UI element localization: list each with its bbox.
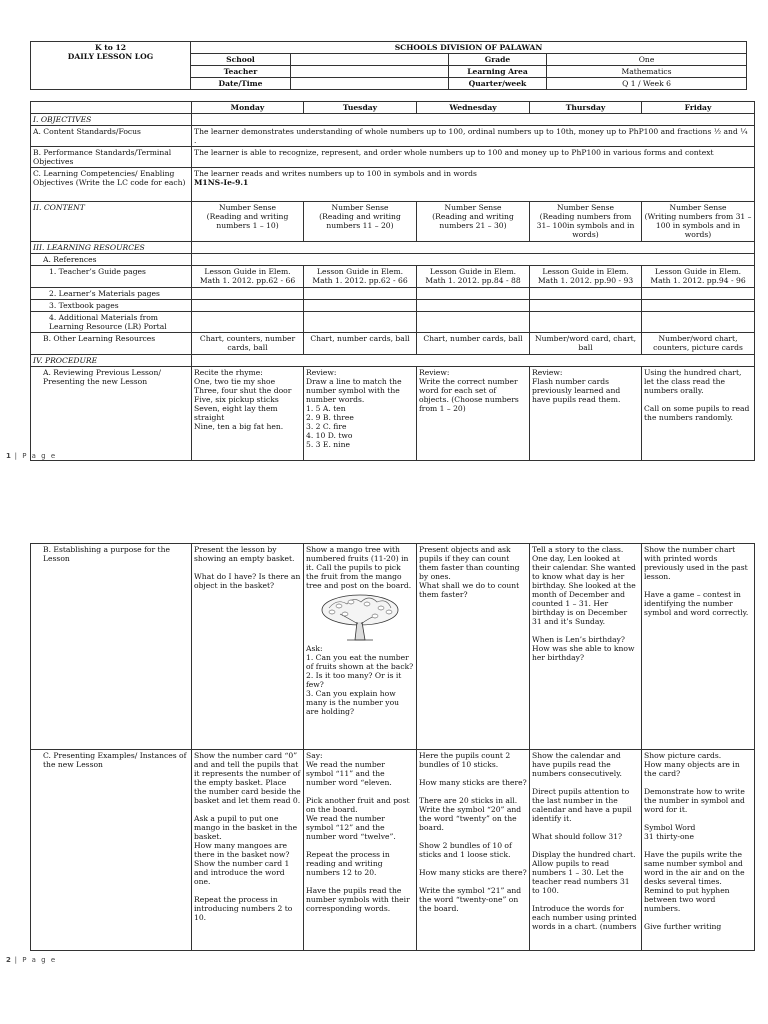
other-resources-label: B. Other Learning Resources [31,333,192,355]
content-label: II. CONTENT [31,202,192,242]
lm-tuesday [304,288,417,300]
content-tuesday: Number Sense (Reading and writing numbers 11 – 20) [304,202,417,242]
date-value [291,78,449,90]
quarter-label: Quarter/week [449,78,547,90]
procedure-blank [192,355,755,367]
competencies-cell [192,168,755,202]
k-label: K to 12 [94,43,127,52]
additional-monday [192,312,304,333]
page-word: P a g e [22,452,57,460]
references-label: A. References [31,254,192,266]
tg-friday: Lesson Guide in Elem. Math 1. 2012. pp.94 - 96 [642,266,755,288]
day-wednesday: Wednesday [417,102,530,114]
resources-blank [192,242,755,254]
lm-thursday [530,288,642,300]
division-name: SCHOOLS DIVISION OF PALAWAN [191,42,747,54]
additional-friday [642,312,755,333]
textbook-thursday [530,300,642,312]
day-monday: Monday [192,102,304,114]
school-label: School [191,54,291,66]
content-wednesday: Number Sense (Reading and writing numbers 21 – 30) [417,202,530,242]
references-blank [192,254,755,266]
content-standards-label: A. Content Standards/Focus [31,126,192,147]
textbook-tuesday [304,300,417,312]
review-thursday: Review: Flash number cards previously learned and have pupils read them. [530,367,642,461]
page-footer-2: 2 | P a g e [6,956,57,964]
resources-label: III. LEARNING RESOURCES [31,242,192,254]
tg-label: 1. Teacher’s Guide pages [31,266,192,288]
header-table [30,41,747,90]
examples-label: C. Presenting Examples/ Instances of the new Lesson [31,750,192,951]
purpose-thursday: Tell a story to the class. One day, Len looked at their calendar. She wanted to know what day is her birthday. She looked at the month of December and counted 1 – 31. Her birthday is on December 31 and it’s Sunday. When is Len’s birthday? How was she able to know her birthday? [530,544,642,750]
lesson-table-page2 [30,543,755,951]
purpose-tuesday-cell [304,544,417,750]
tg-monday: Lesson Guide in Elem. Math 1. 2012. pp.62 - 66 [192,266,304,288]
examples-thursday: Show the calendar and have pupils read the numbers consecutively. Direct pupils attention to the last number in the calendar and have a pupil identify it. What should follow 31? Display the hundred chart. Allow pupils to read numbers 1 – 30. Let the teacher read numbers 31 to 100. Introduce the words for each number using printed words in a chart. (numbers [530,750,642,951]
performance-standards: The learner is able to recognize, represent, and order whole numbers up to 100 and money up to PhP100 in various forms and context [192,147,755,168]
lm-wednesday [417,288,530,300]
other-wednesday: Chart, number cards, ball [417,333,530,355]
corner-cell [31,102,192,114]
lm-monday [192,288,304,300]
lm-friday [642,288,755,300]
review-tuesday: Review: Draw a line to match the number symbol with the number words. 1. 5 A. ten 2. 9 B. three 3. 2 C. fire 4. 10 D. two 5. 3 E. nine [304,367,417,461]
other-friday: Number/word chart, counters, picture cards [642,333,755,355]
page-word: P a g e [22,956,57,964]
examples-tuesday: Say: We read the number symbol “11” and the number word “eleven. Pick another fruit and post on the board. We read the number symbol “12” and the number word “twelve”. Repeat the process in reading and writing numbers 12 to 20. Have the pupils read the number symbols with their corresponding words. [304,750,417,951]
tg-tuesday: Lesson Guide in Elem. Math 1. 2012. pp.62 - 66 [304,266,417,288]
purpose-label: B. Establishing a purpose for the Lesson [31,544,192,750]
examples-friday: Show picture cards. How many objects are in the card? Demonstrate how to write the number in symbol and word for it. Symbol Word 31 thirty-one Have the pupils write the same number symbol and word in the air and on the desks several times. Remind to put hyphen between two word numbers. Give further writing [642,750,755,951]
teacher-label: Teacher [191,66,291,78]
lc-code: M1NS-Ie-9.1 [194,178,249,187]
teacher-value [291,66,449,78]
day-tuesday: Tuesday [304,102,417,114]
purpose-friday: Show the number chart with printed words previously used in the past lesson. Have a game – contest in identifying the number symbol and word correctly. [642,544,755,750]
content-friday: Number Sense (Writing numbers from 31 – 100 in symbols and in words) [642,202,755,242]
mango-tree-image [317,592,403,642]
textbook-wednesday [417,300,530,312]
purpose-wednesday: Present objects and ask pupils if they can count them faster than counting by ones. What shall we do to count them faster? [417,544,530,750]
tg-wednesday: Lesson Guide in Elem. Math 1. 2012. pp.84 - 88 [417,266,530,288]
date-label: Date/Time [191,78,291,90]
other-tuesday: Chart, number cards, ball [304,333,417,355]
lm-label: 2. Learner’s Materials pages [31,288,192,300]
competencies: The learner reads and writes numbers up to 100 in symbols and in words [194,169,477,178]
content-thursday: Number Sense (Reading numbers from 31– 100in symbols and in words) [530,202,642,242]
page-footer-1: 1 | P a g e [6,452,57,460]
review-wednesday: Review: Write the correct number word for each set of objects. (Choose numbers from 1 – 20) [417,367,530,461]
grade-label: Grade [449,54,547,66]
additional-wednesday [417,312,530,333]
other-monday: Chart, counters, number cards, ball [192,333,304,355]
grade-value: One [547,54,747,66]
purpose-tuesday-questions: Ask: 1. Can you eat the number of fruits shown at the back? 2. Is it too many? Or is it few? 3. Can you explain how many is the number you are holding? [306,644,414,716]
additional-label: 4. Additional Materials from Learning Resource (LR) Portal [31,312,192,333]
page-number: 2 [6,956,11,964]
textbook-monday [192,300,304,312]
objectives-label: I. OBJECTIVES [31,114,192,126]
purpose-tuesday: Show a mango tree with numbered fruits (11-20) in it. Call the pupils to pick the fruit from the mango tree and post on the board. [306,545,412,590]
header-title [31,42,191,90]
additional-thursday [530,312,642,333]
page-number: 1 [6,452,11,460]
performance-label: B. Performance Standards/Terminal Objectives [31,147,192,168]
objectives-blank [192,114,755,126]
competencies-label: C. Learning Competencies/ Enabling Objectives (Write the LC code for each) [31,168,192,202]
day-friday: Friday [642,102,755,114]
content-monday: Number Sense (Reading and writing numbers 1 – 10) [192,202,304,242]
content-standards: The learner demonstrates understanding of whole numbers up to 100, ordinal numbers up to 10th, money up to PhP100 and fractions ½ and ¼ . [192,126,755,147]
quarter-value: Q 1 / Week 6 [547,78,747,90]
day-thursday: Thursday [530,102,642,114]
dll-label: DAILY LESSON LOG [67,52,154,61]
additional-tuesday [304,312,417,333]
textbook-friday [642,300,755,312]
tg-thursday: Lesson Guide in Elem. Math 1. 2012. pp.90 - 93 [530,266,642,288]
lesson-table-page1 [30,101,755,461]
area-value: Mathematics [547,66,747,78]
review-label: A. Reviewing Previous Lesson/ Presenting the new Lesson [31,367,192,461]
textbook-label: 3. Textbook pages [31,300,192,312]
examples-monday: Show the number card “0” and and tell the pupils that it represents the number of the empty basket. Place the number card beside the basket and let them read 0. Ask a pupil to put one mango in the basket in the basket. How many mangoes are there in the basket now? Show the number card 1 and introduce the word one. Repeat the process in introducing numbers 2 to 10. [192,750,304,951]
procedure-label: IV. PROCEDURE [31,355,192,367]
review-friday: Using the hundred chart, let the class read the numbers orally. Call on some pupils to read the numbers randomly. [642,367,755,461]
area-label: Learning Area [449,66,547,78]
examples-wednesday: Here the pupils count 2 bundles of 10 sticks. How many sticks are there? There are 20 sticks in all. Write the symbol “20” and the word “twenty” on the board. Show 2 bundles of 10 of sticks and 1 loose stick. How many sticks are there? Write the symbol “21” and the word “twenty-one” on the board. [417,750,530,951]
school-value [291,54,449,66]
review-monday: Recite the rhyme: One, two tie my shoe Three, four shut the door Five, six pickup sticks Seven, eight lay them straight Nine, ten a big fat hen. [192,367,304,461]
purpose-monday: Present the lesson by showing an empty basket. What do I have? Is there an object in the basket? [192,544,304,750]
other-thursday: Number/word card, chart, ball [530,333,642,355]
